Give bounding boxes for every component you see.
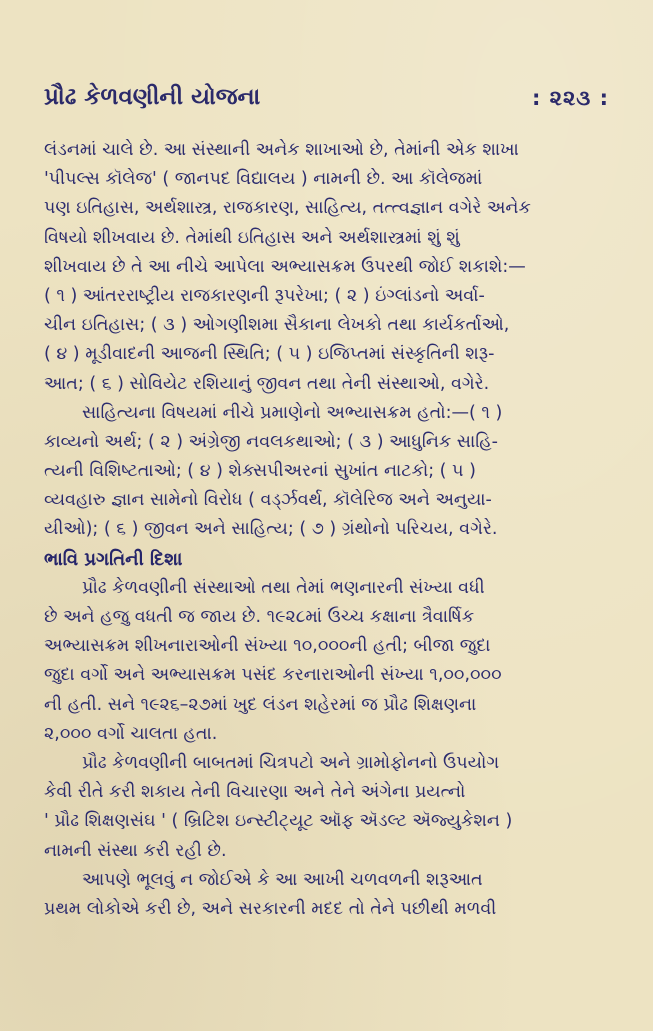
text-line: યીઓ); ( ૬ ) જીવન અને સાહિત્ય; ( ૭ ) ગ્રંથોનો પરિચય, વગેરે. <box>44 519 498 540</box>
page-header <box>44 84 609 118</box>
text-line: શીખવાય છે તે આ નીચે આપેલા અભ્યાસક્રમ ઉપરથી જોઈ શકાશે:— <box>44 256 526 277</box>
text-line: આત; ( ૬ ) સોવિયેટ રશિયાનું જીવન તથા તેની સંસ્થાઓ, વગેરે. <box>44 373 490 394</box>
text-line: પ્રથમ લોકોએ કરી છે, અને સરકારની મદદ તો તેને પછીથી મળવી <box>44 898 497 919</box>
text-line: કેવી રીતે કરી શકાય તેની વિચારણા અને તેને અંગેના પ્રયત્નો <box>44 782 466 803</box>
text-line: છે અને હજુ વધતી જ જાય છે. ૧૯૨૮માં ઉચ્ચ કક્ષાના ત્રૈવાર્ષિક <box>44 607 475 627</box>
text-line: ૨,૦૦૦ વર્ગો ચાલતા હતા. <box>44 723 218 744</box>
text-line: પણ ઇતિહાસ, અર્થશાસ્ત્ર, રાજકારણ, સાહિત્ય, તત્ત્વજ્ઞાન વગેરે અનેક <box>44 198 531 219</box>
text-line: ( ૧ ) આંતરરાષ્ટ્રીય રાજકારણની રૂપરેખા; ( ૨ ) ઇંગ્લાંડનો અર્વા- <box>44 285 485 306</box>
text-line: જુદા વર્ગો અને અભ્યાસક્રમ પસંદ કરનારાઓની સંખ્યા ૧,૦૦,૦૦૦ <box>44 665 502 686</box>
text-line: કાવ્યનો અર્થ; ( ૨ ) અંગ્રેજી નવલકથાઓ; ( ૩ ) આધુનિક સાહિ- <box>44 431 498 452</box>
text-line: નામની સંસ્થા કરી રહી છે. <box>44 840 227 861</box>
section-heading: ભાવિ પ્રગતિની દિશા <box>44 548 183 570</box>
text-line: 'પીપલ્સ કૉલેજ' ( જાનપદ વિદ્યાલય ) નામની છે. આ કૉલેજમાં <box>44 169 483 190</box>
page-number: : ૨૨૩ : <box>531 86 609 110</box>
text-line: ' પ્રૌઢ શિક્ષણસંઘ ' ( બ્રિટિશ ઇન્સ્ટીટ્યૂટ ઑફ ઍડલ્ટ ઍજ્યુકેશન ) <box>44 811 513 832</box>
text-line: ચીન ઇતિહાસ; ( ૩ ) ઓગણીશમા સૈકાના લેખકો તથા કાર્યકર્તાઓ, <box>44 315 510 336</box>
text-line: વિષયો શીખવાય છે. તેમાંથી ઇતિહાસ અને અર્થશાસ્ત્રમાં શું શું <box>44 227 460 248</box>
text-line: ની હતી. સને ૧૯૨૬–૨૭માં ખુદ લંડન શહેરમાં જ પ્રૌઢ શિક્ષણના <box>44 694 477 715</box>
text-line: સાહિત્યના વિષયમાં નીચે પ્રમાણેનો અભ્યાસક્રમ હતો:—( ૧ ) <box>82 402 503 423</box>
text-line: આપણે ભૂલવું ન જોઈએ કે આ આખી ચળવળની શરૂઆત <box>82 869 483 890</box>
text-line: પ્રૌઢ કેળવણીની સંસ્થાઓ તથા તેમાં ભણનારની સંખ્યા વધી <box>82 577 485 598</box>
text-line: વ્યવહારુ જ્ઞાન સામેનો વિરોધ ( વર્ડ્ઝવર્થ, કૉલેરિજ અને અનુયા- <box>44 490 492 511</box>
text-line: પ્રૌઢ કેળવણીની બાબતમાં ચિત્રપટો અને ગ્રામોફોનનો ઉપયોગ <box>82 752 500 773</box>
running-title: પ્રૌઢ કેળવણીની યોજના <box>44 84 261 110</box>
text-line: લંડનમાં ચાલે છે. આ સંસ્થાની અનેક શાખાઓ છે, તેમાંની એક શાખા <box>44 140 519 160</box>
body-text <box>44 136 610 924</box>
text-line: ( ૪ ) મૂડીવાદની આજની સ્થિતિ; ( ૫ ) ઇજિપ્તમાં સંસ્કૃતિની શરૂ- <box>44 344 495 365</box>
text-line: અભ્યાસક્રમ શીખનારાઓની સંખ્યા ૧૦,૦૦૦ની હતી; બીજા જુદા <box>44 636 491 657</box>
text-line: ત્યની વિશિષ્ટતાઓ; ( ૪ ) શેક્સપીઅરનાં સુખાંત નાટકો; ( ૫ ) <box>44 461 476 482</box>
